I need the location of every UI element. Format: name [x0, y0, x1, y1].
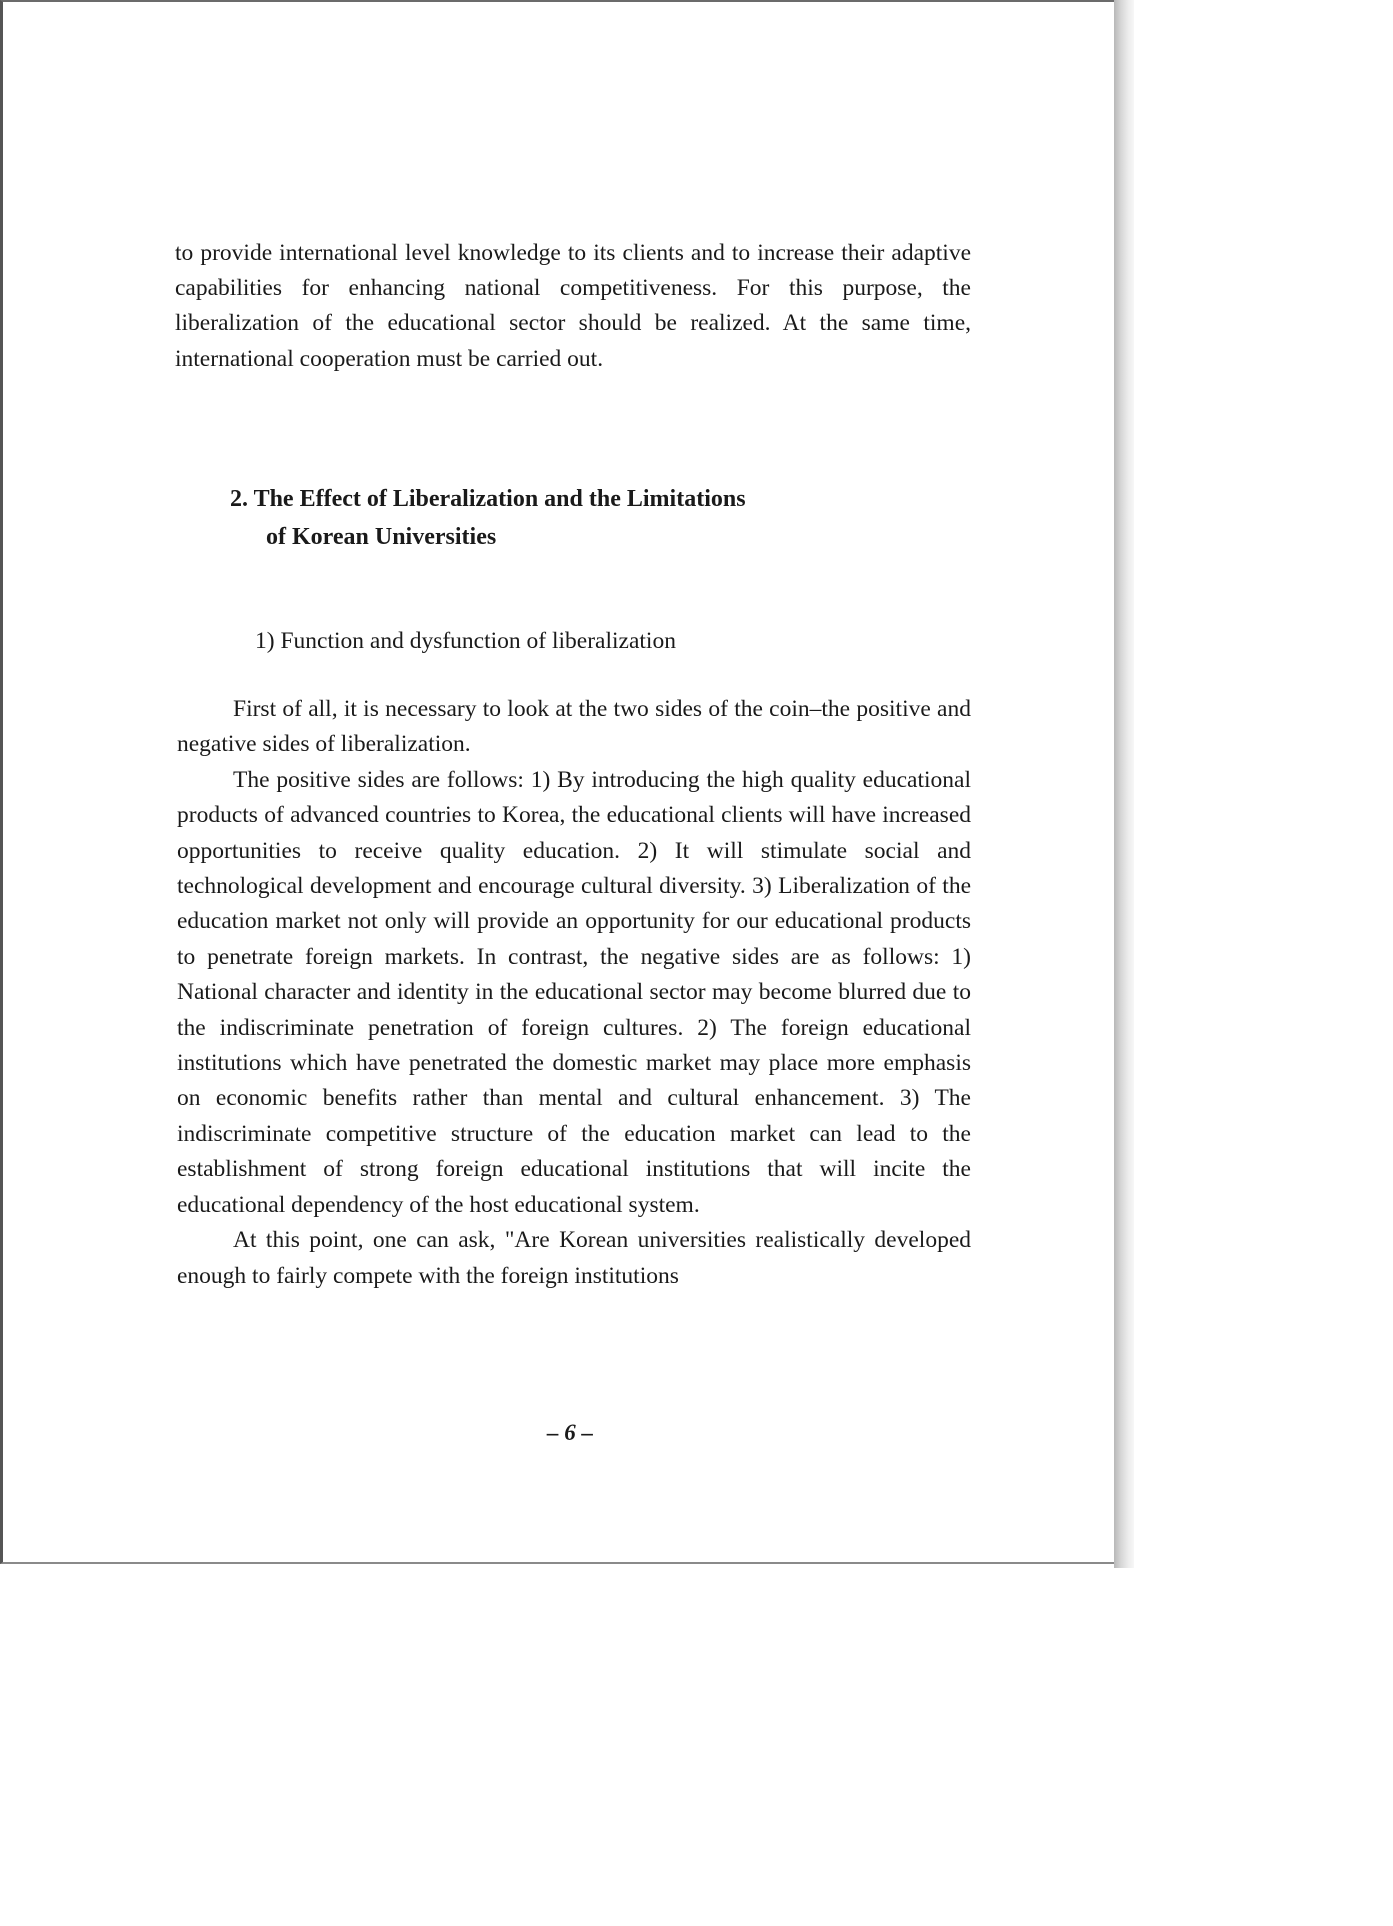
intro-block	[175, 236, 971, 377]
intro-paragraph: to provide international level knowledge to its clients and to increase their adaptive capabilities for enhancing national competitiveness. For this purpose, the liberalization of the educational sector should be realized. At the same time, international cooperation must be carried out.	[175, 240, 971, 372]
section-heading	[230, 480, 910, 556]
section-heading-line2: of Korean Universities	[266, 524, 497, 550]
subsection-heading: 1) Function and dysfunction of liberalization	[255, 628, 676, 654]
body-paragraph: At this point, one can ask, "Are Korean universities realistically developed enough to fairly compete with the foreign institutions	[177, 1227, 971, 1289]
body-text	[177, 692, 971, 1294]
page-number: – 6 –	[547, 1420, 593, 1445]
body-paragraph: The positive sides are follows: 1) By introducing the high quality educational products of advanced countries to Korea, the educational clients will have increased opportunities to receive quality education. 2) It will stimulate social and technological development and encourage cultural diversity. 3) Liberalization of the education market not only will provide an opportunity for our educational products to penetrate foreign markets. In contrast, the negative sides are as follows: 1) National character and identity in the educational sector may become blurred due to the indiscriminate penetration of foreign cultures. 2) The foreign educational institutions which have penetrated the domestic market may place more emphasis on economic benefits rather than mental and cultural enhancement. 3) The indiscriminate competitive structure of the education market can lead to the establishment of strong foreign educational institutions that will incite the educational dependency of the host educational system.	[177, 766, 971, 1218]
section-heading-line1: 2. The Effect of Liberalization and the Limitations	[230, 486, 746, 512]
body-paragraph: First of all, it is necessary to look at the two sides of the coin–the positive and negative sides of liberalization.	[177, 696, 971, 758]
page-edge-shadow	[1114, 0, 1134, 1568]
